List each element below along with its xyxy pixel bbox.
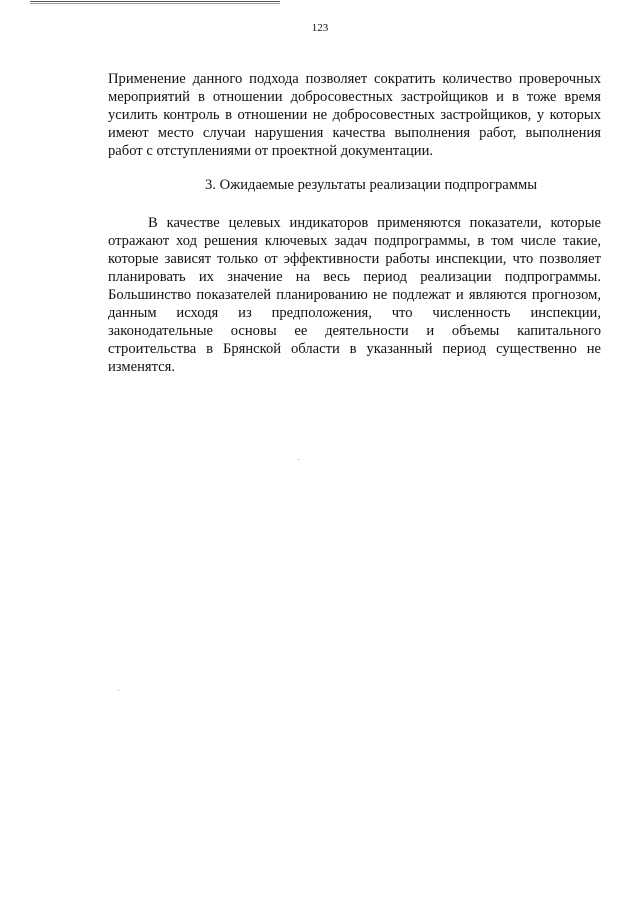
body-paragraph-2: В качестве целевых индикаторов применяются показатели, которые отражают ход решения ключевых задач подпрограммы, в том числе такие, которые зависят только от эффективности работы инспекции, что позволяет планировать их значение на весь период реализации подпрограммы. Большинство показателей планированию не подлежат и являются прогнозом, данным исходя из предположения, что численность инспекции, законодательные основы ее деятельности и объемы капитального строительства в Брянской области в указанный период существенно не изменятся. (108, 215, 601, 375)
section-heading: 3. Ожидаемые результаты реализации подпрограммы (205, 177, 538, 193)
body-paragraph-1: Применение данного подхода позволяет сократить количество проверочных мероприятий в отношении добросовестных застройщиков и в тоже время усилить контроль в отношении не добросовестных застройщиков, у которых имеют место случаи нарушения качества выполнения работ, выполнения работ с отступлениями от проектной документации. (108, 71, 601, 159)
scan-speck (118, 690, 119, 691)
page-number: 123 (311, 22, 329, 34)
header-rule-line (30, 3, 280, 4)
scan-speck (298, 459, 299, 460)
top-header-rule (0, 0, 290, 5)
header-rule-line (30, 1, 280, 2)
